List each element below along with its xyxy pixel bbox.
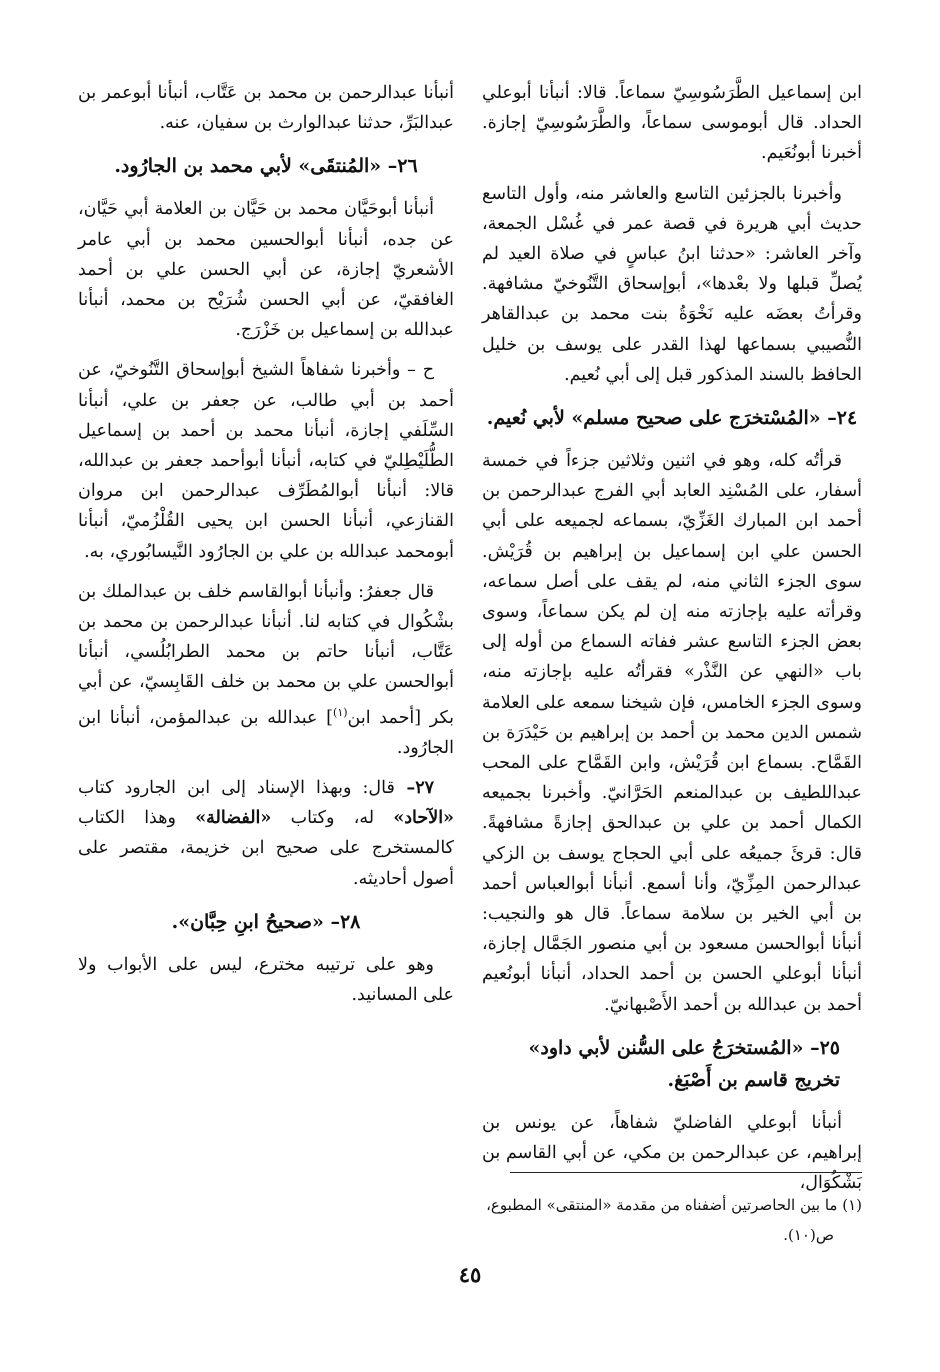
paragraph [78,577,454,763]
paragraph: ابن إسماعيل الطَّرَسُوسِيّ سماعاً. قالا: أنبأنا أبوعلي الحداد. قال أبوموسى سماعاً، والطَّرَسُوسِيّ إجازة. أخبرنا أبونُعَيم. [482,83,862,164]
left-column [78,78,454,1020]
paragraph-text: قال: وبهذا الإسناد إلى ابن الجارود كتاب [78,777,395,798]
paragraph-text: وهذا الكتاب كالمستخرج على صحيح ابن خزيمة، مقتصر على أصول أحاديثه. [78,808,454,889]
section-heading-26: ٢٦– «المُنتقَى» لأبي محمد بن الجارُود. [114,155,418,178]
paragraph-text: له، وكتاب [271,808,394,829]
paragraph-text: قال جعفرُ: وأنبأنا أبوالقاسم خلف بن عبدالملك بن بشْكُوال في كتابه لنا. أنبأنا عبدالرحمن بن محمد بن عَتَّاب، أنبأنا حاتم بن محمد الطرابُلُسي، أنبأنا أبوالحسن علي بن محمد بن خلف القَابِسيّ، عن أبي بكر [أحمد ابن [78,581,454,728]
paragraph: أنبأنا أبوعلي الفاضليّ شفاهاً، عن يونس بن إبراهيم، عن عبدالرحمن بن مكي، عن أبي القاسم بن بَشْكُوَال، [482,1112,862,1194]
book-title: «الآحاد» [393,808,454,829]
section-heading-24: ٢٤– «المُسْتخرَج على صحيح مسلم» لأبي نُعيم. [486,407,858,430]
paragraph: أنبأنا أبوحَيَّان محمد بن حَيَّان بن العلامة أبي حَيَّان، عن جده، أنبأنا أبوالحسين محمد بن أبي عامر الأشعريّ إجازة، عن أبي الحسن علي بن أحمد الغافقيّ، عن أبي الحسن شُرَيْح بن محمد، أنبأنا عبدالله بن إسماعيل بن خَزْرَج. [78,199,454,341]
paragraph: وهو على ترتيبه مخترع، ليس على الأبواب ولا على المسانيد. [78,954,454,1005]
section-heading-28: ٢٨– «صحيحُ ابنِ حِبَّان». [171,910,361,933]
footnote-line: (١) ما بين الحاصرتين أضفناه من مقدمة «المنتقى» المطبوع، [486,1196,862,1214]
paragraph: وأخبرنا بالجزئين التاسع والعاشر منه، وأول التاسع حديث أبي هريرة في قصة عمر في غُسْل الجمعة، وآخر العاشر: «حدثنا ابنُ عباسٍ في صلاة العيد لم يُصلِّ قبلها ولا بعْدها»، أبوإسحاق التَّنُوخيّ مشافهة. وقرأتُ بعضَه عليه نَخْوَةُ بنت محمد بن عبدالقاهر النُّصيبي بسماعها لهذا القدر على يوسف بن خليل الحافظ بالسند المذكور قبل إلى أبي نُعيم. [482,183,862,385]
paragraph: ح – وأخبرنا شفاهاً الشيخ أبوإسحاق التَّنُوخيّ، عن أحمد بن أبي طالب، عن جعفر بن علي، أنبأنا السِّلَفي إجازة، أنبأنا محمد بن أحمد بن إسماعيل الطُّلَيْطِليّ في كتابه، أنبأنا أبوأحمد جعفر بن عبدالله، قالا: أنبأنا أبوالمُطَرِّف عبدالرحمن ابن مروان القنازعي، أنبأنا الحسن ابن يحيى القُلْزُميّ، أنبأنا أبومحمد عبدالله بن علي بن الجارُود النَّيسابُوري، به. [78,360,454,562]
item-number: ٢٧– [394,777,435,798]
right-column [482,78,862,1209]
paragraph: أنبأنا عبدالرحمن بن محمد بن عَتَّاب، أنبأنا أبوعمر بن عبدالبَرِّ، حدثنا عبدالوارث بن سفيان، عنه. [78,83,454,134]
footnote [482,1190,862,1250]
book-title: «الفضالة» [195,808,272,829]
footnote-line: ص(١٠). [783,1226,834,1244]
section-heading-25: ٢٥– «المُستخرَجُ على السُّنن لأبي داود» تخريج قاسم بن أَصْبَغ. [528,1036,840,1091]
footnote-marker: (١) [333,705,348,719]
page-number: ٤٥ [458,1262,482,1287]
footnote-divider [510,1172,862,1173]
paragraph [78,773,454,894]
paragraph-text: ] عبدالله بن عبدالمؤمن، أنبأنا ابن الجارُود. [78,707,454,758]
paragraph: قرأتُه كله، وهو في اثنين وثلاثين جزءاً في خمسة أسفار، على المُسْنِد العابد أبي الفرج عبدالرحمن بن أحمد ابن المبارك الغَزِّيّ، بسماعه لجميعه على أبي الحسن علي ابن إسماعيل بن إبراهيم بن قُرَيْش. سوى الجزء الثاني منه، لم يقف على أصل سماعه، وقرأته عليه بإجازته منه إن لم يكن سماعاً، وسوى بعض الجزء التاسع عشر ففاته السماع من أوله إلى باب «النهي عن النَّذْر» فقرأتُه عليه بإجازته منه، وسوى الجزء الخامس، فإن شيخنا سمعه على العلامة شمس الدين محمد بن أحمد بن إبراهيم بن حَيْدَرَة بن القَمَّاح. بسماع ابن قُرَيْش، وابن القَمَّاح على المحب عبداللطيف بن عبدالمنعم الحَرَّانيّ. وأخبرنا بجميعه الكمال أحمد بن علي بن عبدالحق إجازةً مشافهةً. قال: قرئَ جميعُه على أبي الحجاج يوسف بن الزكي عبدالرحمن المِزِّيّ، وأنا أسمع. أنبأنا أبوالعباس أحمد بن أبي الخير بن سلامة سماعاً. قال هو والنجيب: أنبأنا أبوالحسن مسعود بن أبي منصور الجَمَّال إجازة، أنبأنا أبوعلي الحسن بن أحمد الحداد، أنبأنا أبونُعيم أحمد بن عبدالله بن أحمد الأَصْبهانيّ. [482,451,862,1015]
